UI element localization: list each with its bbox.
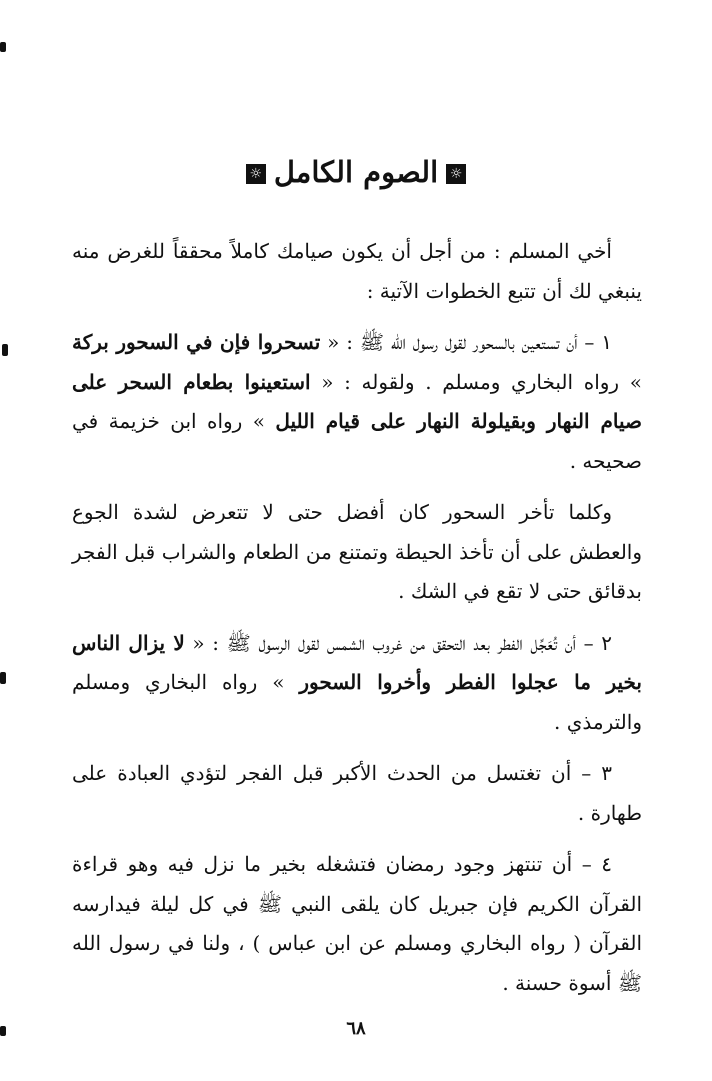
scan-edge-mark [0, 42, 6, 52]
hadith-text: لا يزال الناس بخير ما عجلوا الفطر وأخروا السحور [72, 630, 643, 694]
page-number: ٦٨ [346, 1018, 366, 1039]
title-text: الصوم الكامل [273, 155, 439, 189]
paragraph [72, 845, 642, 1003]
sun-ornament-icon: ☼ [246, 164, 266, 184]
paragraph-text: أخي المسلم : من أجل أن يكون صيامك كاملاً محققاً للغرض منه ينبغي لك أن تتبع الخطوات الآتية : [72, 239, 642, 303]
paragraph-text: ٤ – أن تنتهز وجود رمضان فتشغله بخير ما نزل فيه وهو قراءة القرآن الكريم فإن جبريل كان يلقى النبي ﷺ في كل ليلة فيدارسه القرآن ( رواه البخاري ومسلم عن ابن عباس ) ، ولنا في رسول الله ﷺ أسوة حسنة . [72, 852, 642, 995]
paragraph-text: » رواه البخاري ومسلم . ولقوله : « [310, 369, 642, 394]
paragraph-text: ١ – أن تستعين بالسحور لقول رسول الله ﷺ : « [320, 330, 612, 354]
paragraph [72, 754, 642, 833]
body-text [72, 232, 642, 1015]
paragraph-text: » رواه البخاري ومسلم والترمذي . [72, 670, 642, 734]
paragraph [72, 624, 642, 743]
paragraph-text: ٢ – أن تُعَجِّل الفطر بعد التحقق من غروب الشمس لقول الرسول ﷺ : « [184, 630, 613, 655]
hadith-text: استعينوا بطعام السحر على صيام النهار وبقيلولة النهار على قيام الليل [72, 369, 643, 433]
paragraph-text: وكلما تأخر السحور كان أفضل حتى لا تتعرض لشدة الجوع والعطش على أن تأخذ الحيطة وتمتنع من الطعام والشراب قبل الفجر بدقائق حتى لا تقع في الشك . [72, 500, 642, 603]
paragraph [72, 232, 642, 311]
scan-edge-mark [0, 672, 6, 684]
page-title [0, 150, 712, 194]
sun-ornament-icon: ☼ [446, 164, 466, 184]
paragraph-text: ٣ – أن تغتسل من الحدث الأكبر قبل الفجر لتؤدي العبادة على طهارة . [72, 761, 642, 825]
paragraph-text: » رواه ابن خزيمة في صحيحه . [72, 409, 642, 473]
paragraph [72, 493, 642, 612]
paragraph [72, 323, 642, 481]
scan-edge-mark [2, 344, 8, 356]
hadith-text: تسحروا فإن في السحور بركة [72, 330, 321, 354]
